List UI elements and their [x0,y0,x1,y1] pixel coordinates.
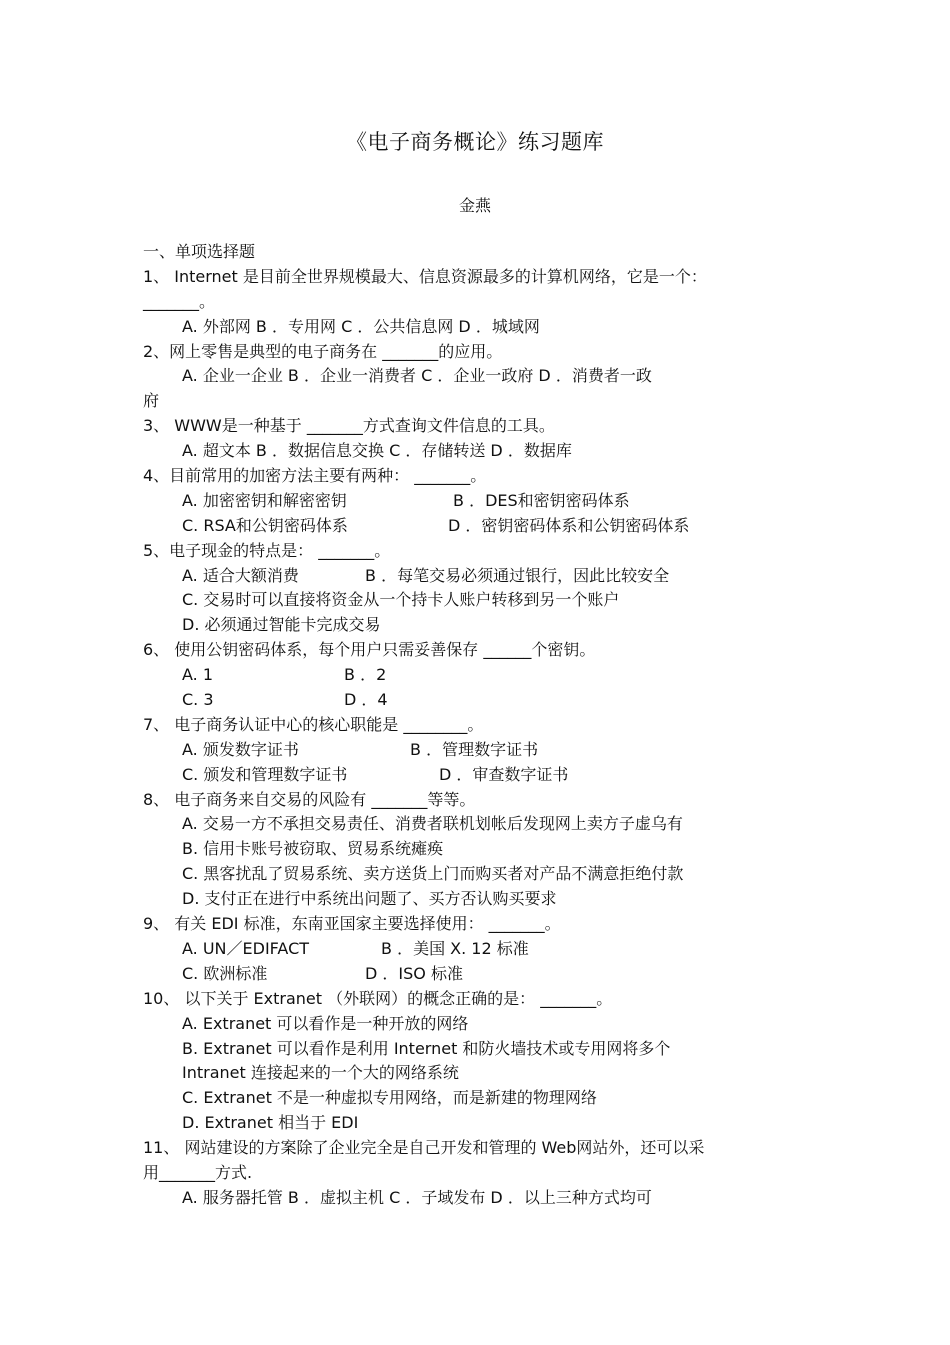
option-c: C. 欧洲标准 [182,963,268,983]
option-b: B ．DES和密钥密码体系 [453,490,630,510]
question-6: 6、 使用公钥密码体系，每个用户只需妥善保存 ______个密钥。 [143,640,596,660]
question-5: 5、电子现金的特点是： _______。 [143,540,391,560]
question-10-option-c: C. Extranet 不是一种虚拟专用网络，而是新建的物理网络 [182,1088,597,1108]
option-d: D ．密钥密码体系和公钥密码体系 [448,515,690,535]
question-8-option-a: A. 交易一方不承担交易责任、消费者联机划帐后发现网上卖方子虚乌有 [182,814,683,834]
question-11-options: A. 服务器托管 B ．虚拟主机 C ．子域发布 D ．以上三种方式均可 [182,1187,652,1207]
question-8-option-d: D. 支付正在进行中系统出问题了、买方否认购买要求 [182,889,557,909]
question-11: 11、 网站建设的方案除了企业完全是自己开发和管理的 Web网站外，还可以采 [143,1138,705,1158]
option-d: D ．ISO 标准 [365,963,463,983]
question-8-option-c: C. 黑客扰乱了贸易系统、卖方送货上门而购买者对产品不满意拒绝付款 [182,864,684,884]
question-2-options: A. 企业一企业 B ．企业一消费者 C ．企业一政府 D ．消费者一政 [182,366,652,386]
question-4-options-ab [143,489,823,514]
option-a: A. 加密密钥和解密密钥 [182,490,347,510]
question-5-options-ab [143,564,823,589]
document-title: 《电子商务概论》练习题库 [346,130,604,154]
question-10-option-d: D. Extranet 相当于 EDI [182,1113,359,1133]
option-b: B ．美国 X. 12 标准 [381,938,529,958]
option-a: A. 1 [182,665,214,685]
question-10-option-b-wrap: Intranet 连接起来的一个大的网络系统 [182,1063,459,1083]
question-8-option-b: B. 信用卡账号被窃取、贸易系统瘫痪 [182,839,444,859]
question-5-option-d: D. 必须通过智能卡完成交易 [182,615,381,635]
question-9-options-ab [143,937,823,962]
question-1-blank: _______。 [143,291,216,311]
question-9: 9、 有关 EDI 标准，东南亚国家主要选择使用： _______。 [143,914,561,934]
author-name: 金燕 [458,196,491,215]
question-7-options-ab [143,738,823,763]
question-1-options: A. 外部网 B ．专用网 C ．公共信息网 D ．城域网 [182,316,540,336]
question-10-option-a: A. Extranet 可以看作是一种开放的网络 [182,1013,469,1033]
option-b: B ．管理数字证书 [410,739,539,759]
option-b: B ．每笔交易必须通过银行，因此比较安全 [365,565,670,585]
option-c: C. RSA和公钥密码体系 [182,515,348,535]
question-1: 1、 Internet 是目前全世界规模最大、信息资源最多的计算机网络，它是一个： [143,266,707,286]
question-6-options-cd [143,688,823,713]
question-3: 3、 WWW是一种基于 _______方式查询文件信息的工具。 [143,416,555,436]
question-5-option-c: C. 交易时可以直接将资金从一个持卡人账户转移到另一个账户 [182,590,620,610]
question-4: 4、目前常用的加密方法主要有两种： _______。 [143,466,487,486]
option-b: B ．2 [344,665,387,685]
option-a: A. 适合大额消费 [182,565,299,585]
option-c: C. 颁发和管理数字证书 [182,764,348,784]
question-4-options-cd [143,514,823,539]
option-d: D ．审查数字证书 [439,764,569,784]
question-10-option-b: B. Extranet 可以看作是利用 Internet 和防火墙技术或专用网将多个 [182,1038,671,1058]
option-a: A. UN／EDIFACT [182,938,310,958]
question-11-wrap: 用_______方式. [143,1162,253,1182]
question-2-options-wrap: 府 [143,391,160,411]
option-c: C. 3 [182,690,214,710]
question-6-options-ab [143,663,823,688]
question-7-options-cd [143,763,823,788]
question-list [143,240,823,1211]
section-heading: 一、单项选择题 [143,242,256,261]
question-7: 7、 电子商务认证中心的核心职能是 ________。 [143,714,484,734]
question-2: 2、网上零售是典型的电子商务在 _______的应用。 [143,341,503,361]
question-9-options-cd [143,962,823,987]
question-3-options: A. 超文本 B ．数据信息交换 C ．存储转送 D ．数据库 [182,441,572,461]
question-8: 8、 电子商务来自交易的风险有 _______等等。 [143,789,476,809]
option-d: D ．4 [344,690,388,710]
question-10: 10、 以下关于 Extranet （外联网）的概念正确的是： _______。 [143,988,613,1008]
option-a: A. 颁发数字证书 [182,739,299,759]
